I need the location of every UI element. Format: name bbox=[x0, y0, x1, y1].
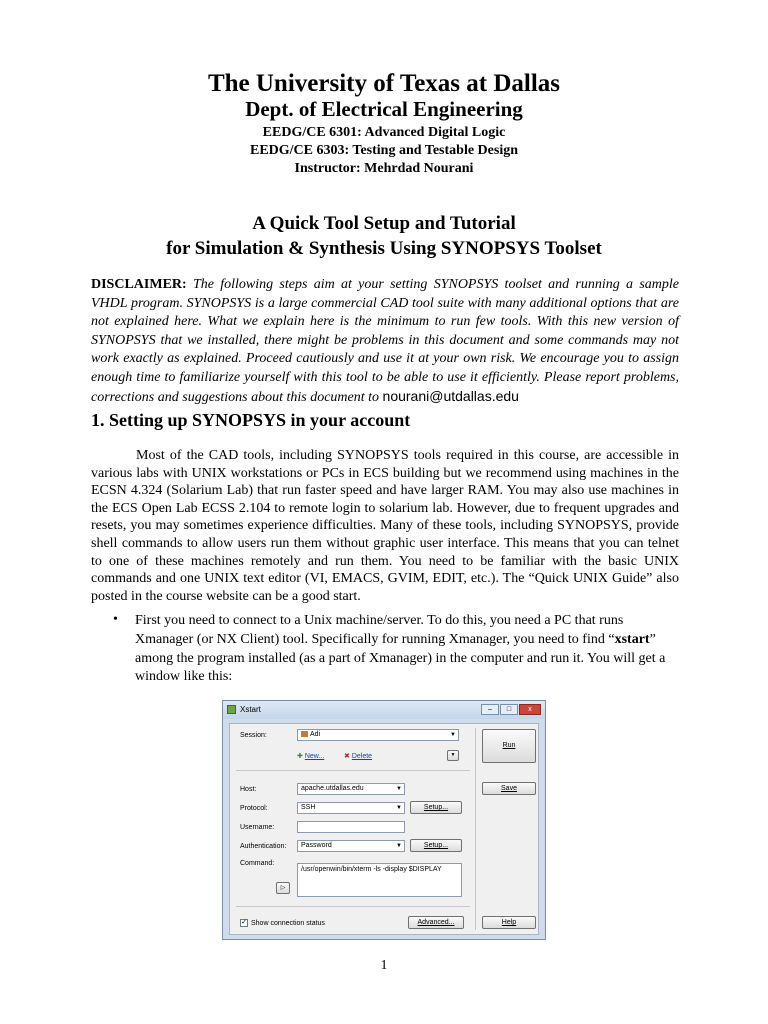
instructor-line: Instructor: Mehrdad Nourani bbox=[294, 161, 474, 176]
xstart-keyword: xstart bbox=[614, 631, 650, 647]
session-expand-button[interactable]: ▼ bbox=[447, 750, 459, 761]
chevron-down-icon: ▼ bbox=[450, 732, 456, 738]
xstart-app-icon bbox=[227, 705, 236, 714]
auth-setup-button[interactable]: Setup... bbox=[410, 839, 462, 852]
command-menu-button[interactable]: ▷ bbox=[276, 882, 290, 894]
save-button[interactable]: Save bbox=[482, 782, 536, 795]
show-status-checkbox[interactable]: ✓ bbox=[241, 919, 247, 926]
run-button[interactable]: Run bbox=[482, 729, 536, 763]
chevron-down-icon: ▼ bbox=[396, 786, 402, 792]
course-line-2: EEDG/CE 6303: Testing and Testable Design bbox=[249, 143, 518, 158]
page-number: 1 bbox=[380, 958, 388, 973]
show-status-label: Show connection status bbox=[251, 920, 325, 927]
section-paragraph: Most of the CAD tools, including SYNOPSYS tools required in this course, are accessible in various labs with UNIX workstations or PCs in ECS building but we recommend using machines in the ECSN 4.324 (Solarium Lab) that run faster speed and have larger RAM. You may also use machines in the ECS Open Lab ECSS 2.104 to remote login to solarium lab. However, due to frequent upgrades and resets, you may sometimes experience difficulties. Many of these tools, including SYNOPSYS, provide shell commands to allow users run them without graphic user interface. This means that you can telnet to one of these machines remotely and run them. You need to be familiar with the basic UNIX commands and one UNIX text editor (VI, EMACS, GVIM, EDIT, etc.). The “Quick UNIX Guide” also posted in the course website can be a good start. bbox=[91, 448, 679, 604]
bullet-text bbox=[135, 612, 680, 687]
department-title: Dept. of Electrical Engineering bbox=[245, 97, 523, 121]
authentication-label: Authentication: bbox=[240, 843, 287, 850]
close-button[interactable]: x bbox=[519, 704, 541, 715]
host-input[interactable]: apache.utdallas.edu ▼ bbox=[297, 783, 405, 795]
chevron-down-icon: ▼ bbox=[396, 805, 402, 811]
minimize-button[interactable]: – bbox=[481, 704, 499, 715]
disclaimer bbox=[91, 276, 679, 408]
session-label: Session: bbox=[240, 732, 267, 739]
new-session-link[interactable]: ✚ New... bbox=[297, 753, 325, 760]
university-title: The University of Texas at Dallas bbox=[207, 70, 561, 97]
window-title: Xstart bbox=[240, 705, 261, 714]
xstart-window bbox=[222, 700, 546, 940]
new-icon: ✚ bbox=[297, 753, 303, 760]
username-label: Username: bbox=[240, 824, 275, 831]
delete-icon: ✖ bbox=[344, 753, 350, 760]
authentication-select[interactable]: Password ▼ bbox=[297, 840, 405, 852]
session-value: Adi bbox=[310, 731, 321, 738]
bullet-text-after: ” among the program installed (as a part of Xmanager) in the computer and run it. You will get a window like this: bbox=[135, 631, 666, 685]
delete-session-link[interactable]: ✖ Delete bbox=[344, 753, 373, 760]
section-heading: 1. Setting up SYNOPSYS in your account bbox=[91, 410, 411, 430]
username-input[interactable] bbox=[297, 821, 405, 833]
doc-title-line-2: for Simulation & Synthesis Using SYNOPSYS Toolset bbox=[166, 238, 602, 259]
command-textarea[interactable]: /usr/openwin/bin/xterm -ls -display $DISPLAY bbox=[297, 863, 462, 897]
email-link[interactable]: nourani@utdallas.edu bbox=[382, 388, 519, 404]
vertical-separator bbox=[475, 728, 476, 930]
advanced-button[interactable]: Advanced... bbox=[408, 916, 464, 929]
bullet-marker: • bbox=[113, 612, 118, 627]
bullet-text-before: First you need to connect to a Unix machine/server. To do this, you need a PC that runs Xmanager (or NX Client) tool. Specifically for running Xmanager, you need to find “ bbox=[135, 613, 624, 647]
protocol-label: Protocol: bbox=[240, 805, 268, 812]
title-bar bbox=[223, 701, 545, 719]
maximize-button[interactable]: □ bbox=[500, 704, 518, 715]
doc-title-line-1: A Quick Tool Setup and Tutorial bbox=[252, 213, 516, 234]
separator bbox=[236, 770, 470, 771]
window-client bbox=[229, 723, 539, 935]
help-button[interactable]: Help bbox=[482, 916, 536, 929]
disclaimer-text: The following steps aim at your setting SYNOPSYS toolset and running a sample VHDL program. SYNOPSYS is a large commercial CAD tool suite with many additional options that are not explained here. What we explain here is the minimum to run few tools. With this new version of SYNOPSYS that we installed, there might be problems in this document and some commands may not work exactly as explained. Proceed cautiously and use it at your own risk. We encourage you to assign enough time to familiarize yourself with this tool to be able to use it efficiently. Please report problems, corrections and suggestions about this document to bbox=[91, 277, 679, 405]
session-icon bbox=[301, 731, 308, 737]
separator bbox=[236, 906, 470, 907]
protocol-select[interactable]: SSH ▼ bbox=[297, 802, 405, 814]
chevron-down-icon: ▼ bbox=[396, 843, 402, 849]
command-label: Command: bbox=[240, 860, 275, 867]
course-line-1: EEDG/CE 6301: Advanced Digital Logic bbox=[262, 125, 506, 140]
disclaimer-label: DISCLAIMER: bbox=[91, 277, 187, 292]
protocol-setup-button[interactable]: Setup... bbox=[410, 801, 462, 814]
host-label: Host: bbox=[240, 786, 257, 793]
session-select[interactable] bbox=[297, 729, 459, 741]
